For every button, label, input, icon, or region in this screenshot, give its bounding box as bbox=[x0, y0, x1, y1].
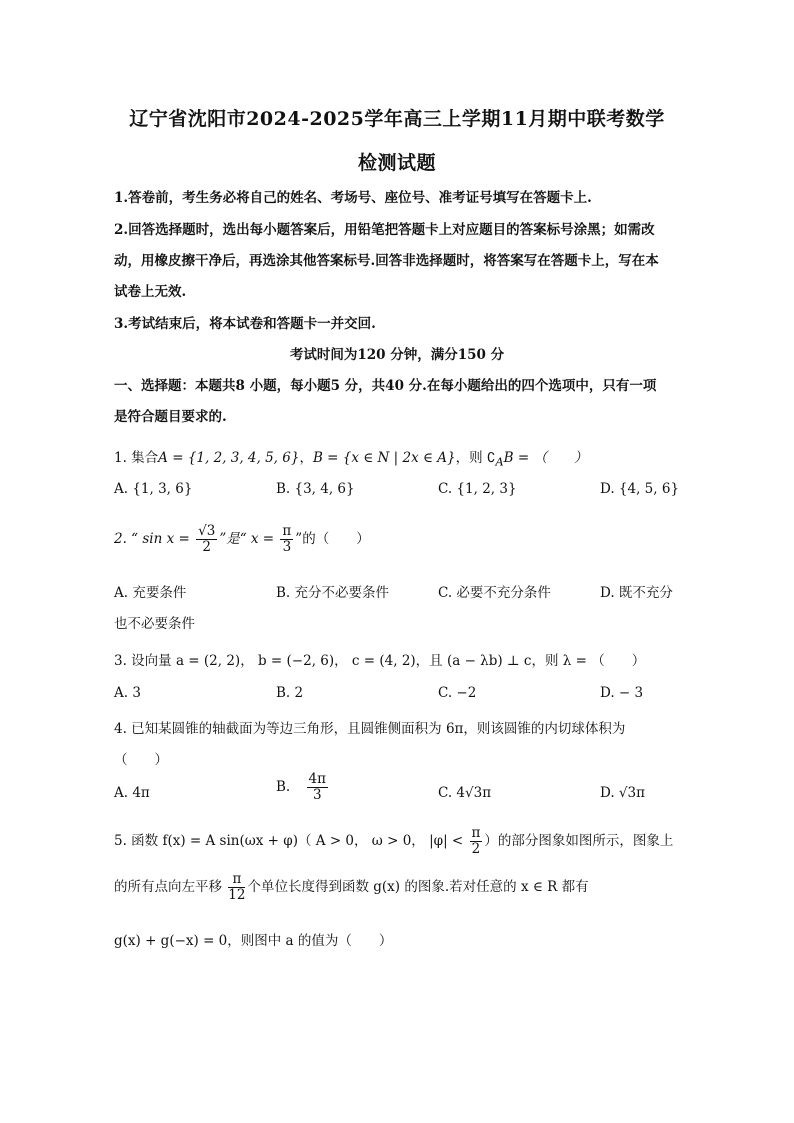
instruction-2: 2.回答选择题时，选出每小题答案后，用铅笔把答题卡上对应题目的答案标号涂黑；如需改 bbox=[114, 222, 655, 238]
q4-option-b-label: B. bbox=[276, 778, 291, 795]
section-1-heading: 一、选择题：本题共8 小题，每小题5 分，共40 分.在每小题给出的四个选项中，只有一项 bbox=[114, 378, 657, 394]
q5-fraction-pi-over-12: $\frac{\pi}{12}$ bbox=[228, 871, 246, 903]
q2-option-d-wrap: 也不必要条件 bbox=[114, 616, 195, 632]
q5-line2-a: 的所有点向左平移 bbox=[114, 878, 222, 895]
q5-line3: g(x) + g(−x) = 0，则图中 a 的值为（ ） bbox=[114, 933, 393, 949]
instruction-3: 3.考试结束后，将本试卷和答题卡一并交回. bbox=[114, 316, 376, 332]
q1-sep: ， bbox=[299, 450, 313, 466]
q1-option-d: D. {4, 5, 6} bbox=[600, 481, 680, 497]
q3-option-b: B. 2 bbox=[276, 685, 304, 701]
q4-option-a: A. 4π bbox=[114, 785, 150, 801]
q4-option-c: C. 4√3π bbox=[438, 785, 492, 801]
q4-paren: （ ） bbox=[114, 752, 168, 768]
q2-tail: ”的（ ） bbox=[295, 530, 370, 547]
q2-option-d: D. 既不充分 bbox=[600, 585, 673, 601]
q4-option-b bbox=[276, 772, 330, 803]
q3-option-c: C. −2 bbox=[438, 685, 477, 701]
q1-complement-sub: A bbox=[495, 455, 504, 469]
q5-line1-b: ）的部分图象如图所示，图象上 bbox=[484, 832, 674, 849]
q1-stem bbox=[114, 446, 587, 469]
q1-set-b: B = {x ∈ N | 2x ∈ A} bbox=[312, 450, 456, 466]
q3-option-a: A. 3 bbox=[114, 685, 141, 701]
exam-title-line1: 辽宁省沈阳市2024-2025学年高三上学期11月期中联考数学 bbox=[129, 108, 665, 130]
section-1-heading-cont: 是符合题目要求的. bbox=[114, 409, 227, 425]
q2-fraction-sqrt3-over-2: $\frac{√3}{2}$ bbox=[198, 523, 216, 555]
q3-option-d: D. − 3 bbox=[600, 685, 644, 701]
q3-stem: 3. 设向量 a = (2, 2)， b = (−2, 6)， c = (4, 2)，且 (a − λb) ⊥ c，则 λ = （ ） bbox=[114, 653, 646, 669]
q1-tail2: B = （ ） bbox=[503, 450, 588, 466]
q2-option-b: B. 充分不必要条件 bbox=[276, 585, 390, 601]
q2-mid: ”是“ x = bbox=[219, 530, 275, 547]
q5-fraction-pi-over-2: $\frac{\pi}{2}$ bbox=[471, 825, 481, 857]
exam-title-line2: 检测试题 bbox=[357, 152, 436, 174]
q4-option-b-fraction: $\frac{4\pi}{3}$ bbox=[308, 771, 326, 803]
q2-stem bbox=[114, 524, 370, 555]
q2-option-c: C. 必要不充分条件 bbox=[438, 585, 551, 601]
exam-time-note: 考试时间为120 分钟，满分150 分 bbox=[289, 347, 505, 363]
q5-line1-a: 5. 函数 f(x) = A sin(ωx + φ)（ A > 0， ω > 0， |φ| < bbox=[114, 832, 464, 849]
q5-line1 bbox=[114, 826, 673, 857]
q2-option-a: A. 充要条件 bbox=[114, 585, 187, 601]
q2-fraction-pi-over-3: $\frac{\pi}{3}$ bbox=[282, 523, 292, 555]
q2-prefix: 2. “ sin x = bbox=[114, 530, 190, 547]
q1-option-b: B. {3, 4, 6} bbox=[276, 481, 355, 497]
q5-line2-b: 个单位长度得到函数 g(x) 的图象.若对任意的 x ∈ R 都有 bbox=[247, 878, 589, 895]
q4-stem: 4. 已知某圆锥的轴截面为等边三角形，且圆锥侧面积为 6π，则该圆锥的内切球体积为 bbox=[114, 721, 626, 737]
q1-option-a: A. {1, 3, 6} bbox=[114, 481, 193, 497]
q4-option-d: D. √3π bbox=[600, 785, 645, 801]
q5-line2 bbox=[114, 872, 589, 903]
instruction-2-cont: 动，用橡皮擦干净后，再选涂其他答案标号.回答非选择题时，将答案写在答题卡上，写在本 bbox=[114, 253, 659, 269]
q1-option-c: C. {1, 2, 3} bbox=[438, 481, 517, 497]
q1-tail: ，则 ∁ bbox=[455, 450, 496, 466]
q1-prefix: 1. 集合 bbox=[114, 450, 159, 466]
instruction-1: 1.答卷前，考生务必将自己的姓名、考场号、座位号、准考证号填写在答题卡上. bbox=[114, 190, 592, 206]
instruction-2-cont2: 试卷上无效. bbox=[114, 284, 187, 300]
q1-set-a: A = {1, 2, 3, 4, 5, 6} bbox=[158, 450, 300, 466]
